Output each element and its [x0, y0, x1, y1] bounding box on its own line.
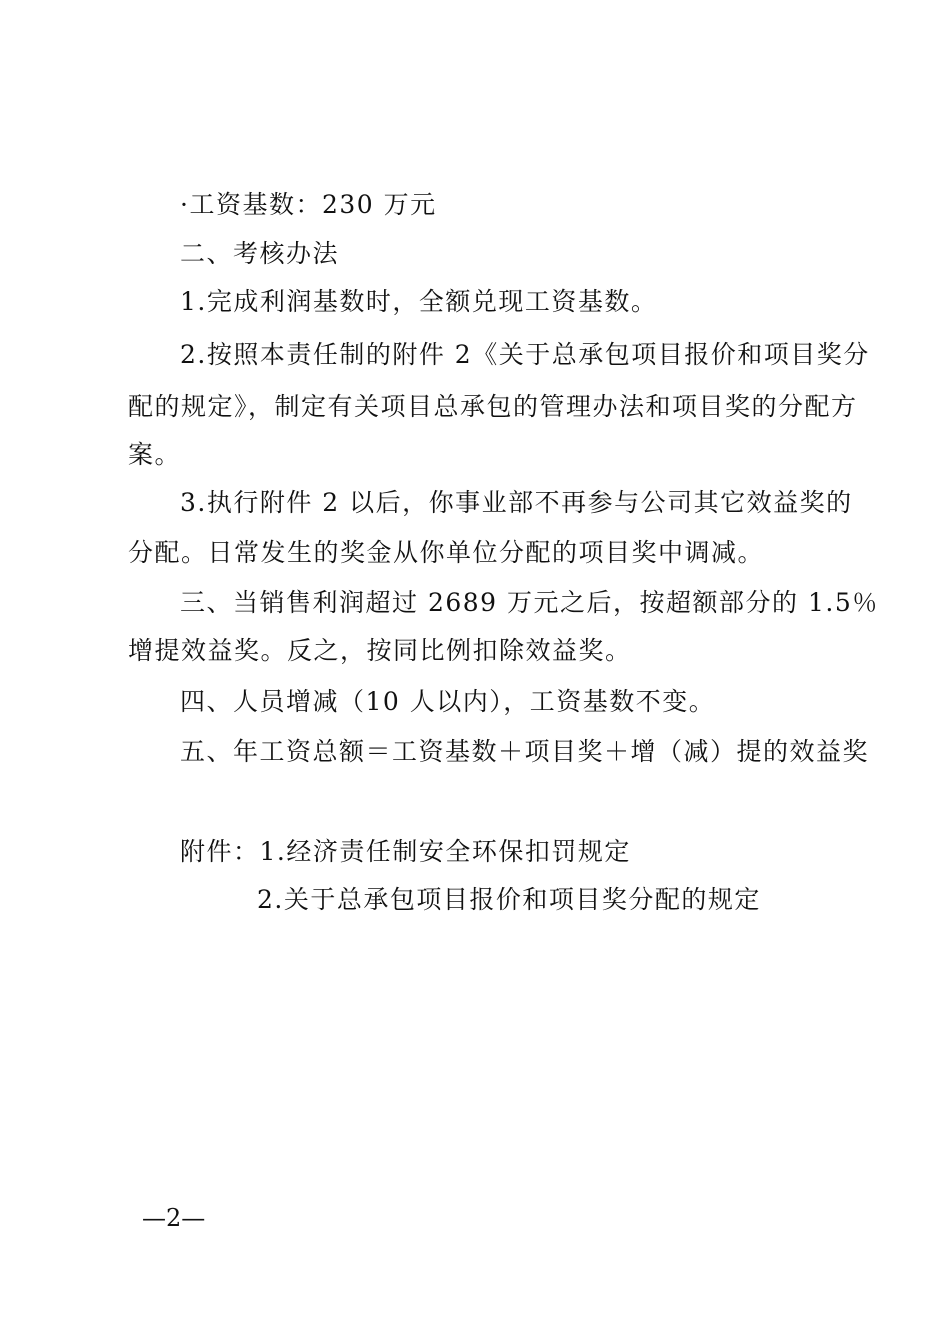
item-2-line-2: 配的规定》，制定有关项目总承包的管理办法和项目奖的分配方	[128, 392, 858, 421]
item-2-line-1: 2.按照本责任制的附件 2《关于总承包项目报价和项目奖分	[180, 340, 870, 369]
section-2-heading: 二、考核办法	[180, 239, 340, 268]
item-3-line-2: 分配。日常发生的奖金从你单位分配的项目奖中调减。	[128, 538, 765, 567]
item-2-line-3: 案。	[128, 440, 182, 469]
section-5-paragraph: 五、年工资总额＝工资基数＋项目奖＋增（减）提的效益奖	[180, 737, 870, 766]
attachment-item-2: 2.关于总承包项目报价和项目奖分配的规定	[257, 885, 761, 914]
item-1-paragraph: 1.完成利润基数时，全额兑现工资基数。	[180, 287, 658, 316]
section-3-line-1: 三、当销售利润超过 2689 万元之后，按超额部分的 1.5％	[180, 588, 879, 617]
item-3-line-1: 3.执行附件 2 以后，你事业部不再参与公司其它效益奖的	[180, 488, 853, 517]
salary-base-line: ·工资基数：230 万元	[180, 190, 437, 219]
attachment-label: 附件：1.经济责任制安全环保扣罚规定	[180, 837, 631, 866]
page-number: —2—	[142, 1204, 206, 1232]
section-4-paragraph: 四、人员增减（10 人以内），工资基数不变。	[180, 687, 716, 716]
section-3-line-2: 增提效益奖。反之，按同比例扣除效益奖。	[128, 636, 632, 665]
